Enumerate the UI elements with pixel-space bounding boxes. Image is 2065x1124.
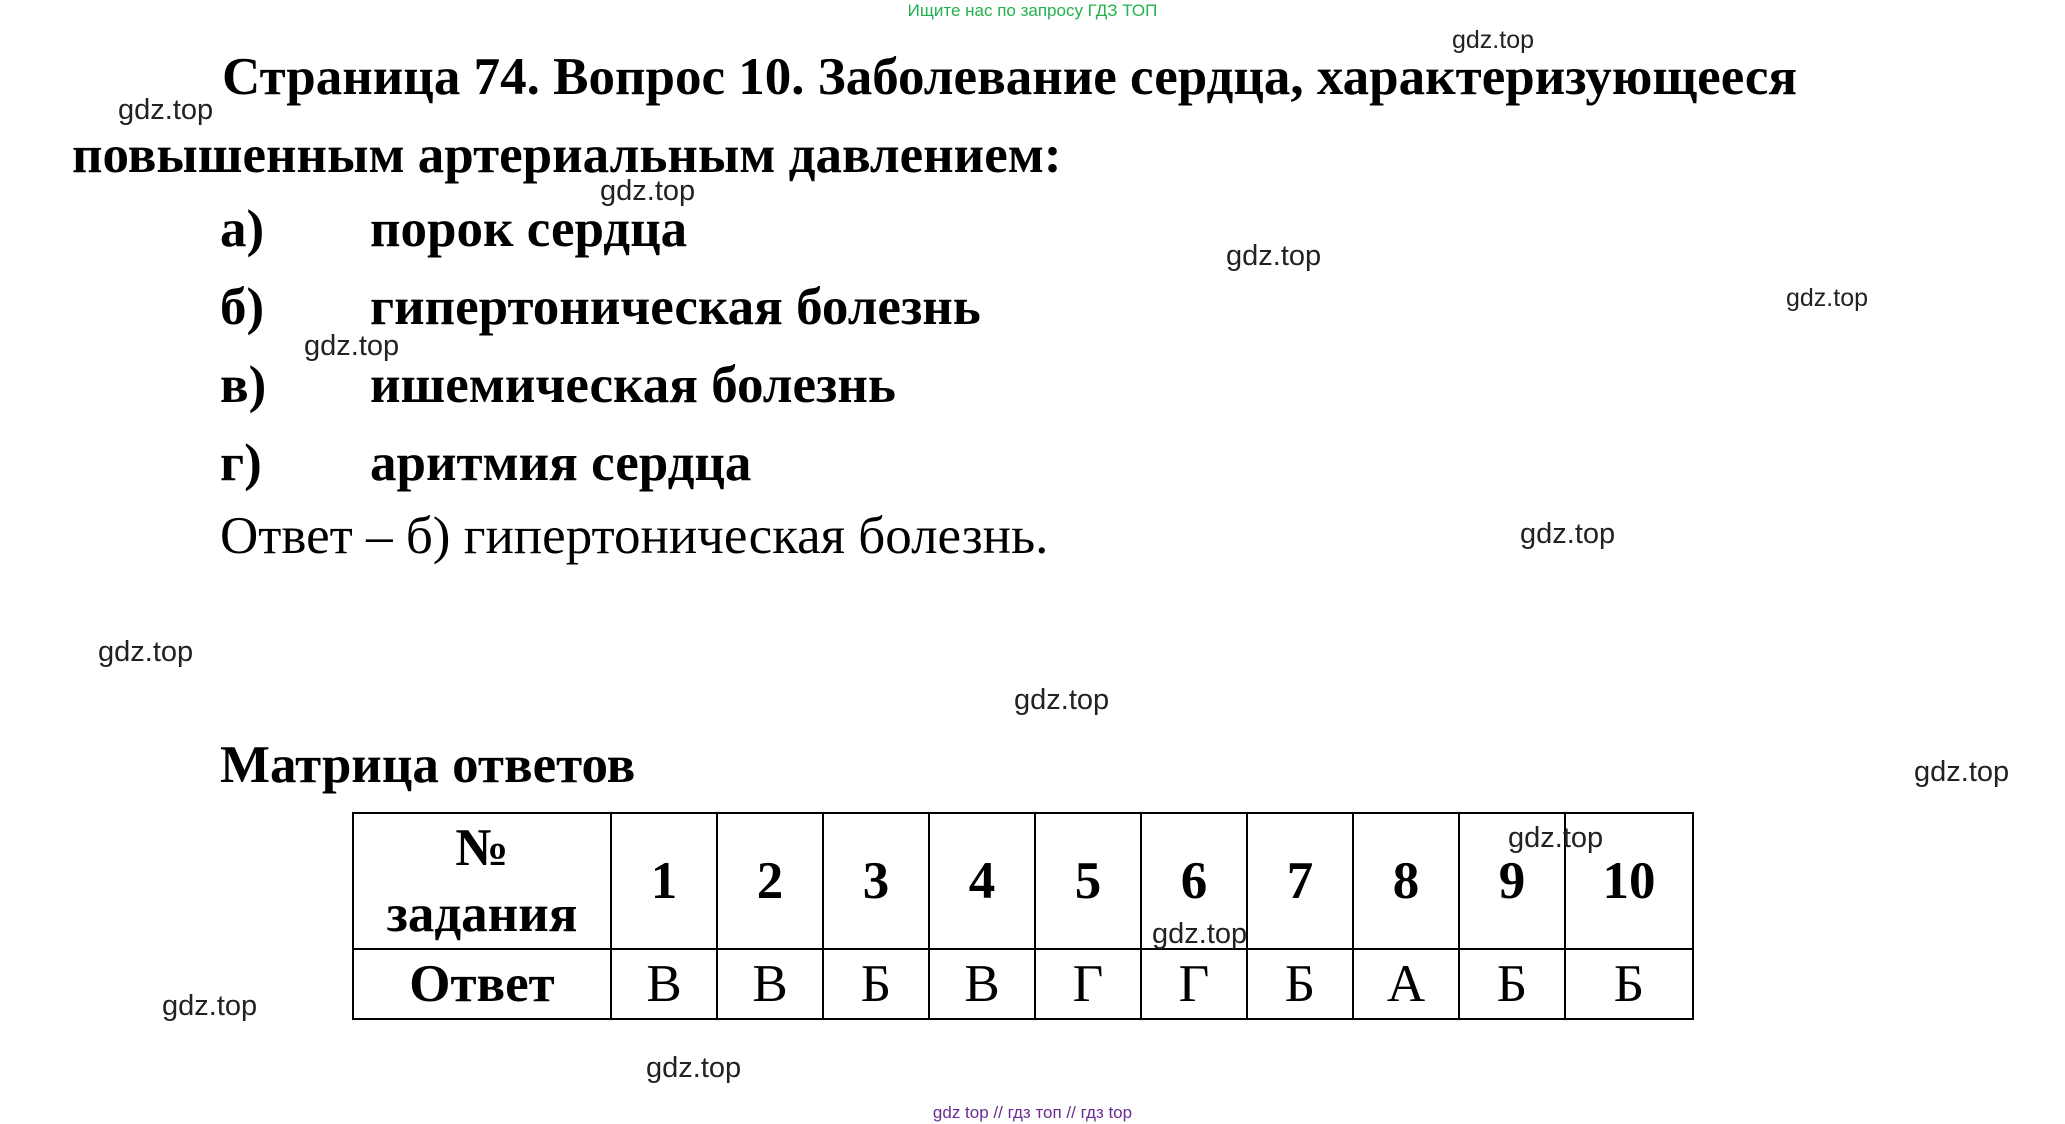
- option-text: порок сердца: [370, 200, 688, 258]
- task-number-cell: 7: [1247, 813, 1353, 949]
- task-number-cell: 2: [717, 813, 823, 949]
- watermark: gdz.top: [118, 94, 214, 126]
- option-letter: г): [220, 434, 262, 492]
- watermark: gdz.top: [1786, 284, 1869, 312]
- watermark: gdz.top: [1226, 240, 1322, 272]
- task-number-cell: 9: [1459, 813, 1565, 949]
- question-title: [72, 38, 1992, 194]
- task-number-cell: 4: [929, 813, 1035, 949]
- task-number-cell: 1: [611, 813, 717, 949]
- task-number-cell: 8: [1353, 813, 1459, 949]
- option-text: аритмия сердца: [370, 434, 752, 492]
- watermark: gdz.top: [1452, 26, 1535, 54]
- watermark: gdz.top: [304, 330, 400, 362]
- answer-cell: Б: [823, 949, 929, 1019]
- answer-text: Ответ – б) гипертоническая болезнь.: [220, 507, 1049, 565]
- number-sign: №: [455, 819, 509, 877]
- matrix-answer-row: [353, 949, 1693, 1019]
- task-number-cell: 3: [823, 813, 929, 949]
- task-number-cell: 5: [1035, 813, 1141, 949]
- answer-matrix-table: [352, 812, 1694, 1020]
- footer-links: gdz top // гдз топ // гдз top: [932, 1103, 1133, 1122]
- matrix-title: Матрица ответов: [220, 736, 636, 794]
- task-label: задания: [386, 885, 578, 943]
- answer-cell: В: [611, 949, 717, 1019]
- watermark: gdz.top: [600, 175, 696, 207]
- answer-cell: Г: [1141, 949, 1247, 1019]
- task-number-cell: 6: [1141, 813, 1247, 949]
- answer-cell: Б: [1247, 949, 1353, 1019]
- watermark: gdz.top: [1014, 684, 1110, 716]
- answer-row-label: Ответ: [353, 949, 611, 1019]
- question-title-line1: Страница 74. Вопрос 10. Заболевание сердца, характеризующееся: [222, 48, 1798, 106]
- question-title-line2: повышенным артериальным давлением:: [72, 126, 1062, 184]
- top-banner: Ищите нас по запросу ГДЗ ТОП: [907, 1, 1158, 20]
- option-text: ишемическая болезнь: [370, 356, 896, 414]
- watermark: gdz.top: [1520, 518, 1616, 550]
- watermark: gdz.top: [162, 990, 258, 1022]
- task-number-cell: 10: [1565, 813, 1693, 949]
- option-text: гипертоническая болезнь: [370, 278, 981, 336]
- answer-cell: А: [1353, 949, 1459, 1019]
- watermark: gdz.top: [1914, 756, 2010, 788]
- answer-cell: В: [929, 949, 1035, 1019]
- option-g: [220, 424, 981, 502]
- watermark: gdz.top: [98, 636, 194, 668]
- task-number-label: [353, 813, 611, 949]
- watermark: gdz.top: [1152, 918, 1248, 950]
- answer-cell: Г: [1035, 949, 1141, 1019]
- watermark: gdz.top: [646, 1052, 742, 1084]
- answer-cell: В: [717, 949, 823, 1019]
- matrix-header-row: [353, 813, 1693, 949]
- option-letter: в): [220, 356, 267, 414]
- option-letter: б): [220, 278, 265, 336]
- answer-cell: Б: [1459, 949, 1565, 1019]
- answer-cell: Б: [1565, 949, 1693, 1019]
- option-letter: а): [220, 200, 265, 258]
- watermark: gdz.top: [1508, 822, 1604, 854]
